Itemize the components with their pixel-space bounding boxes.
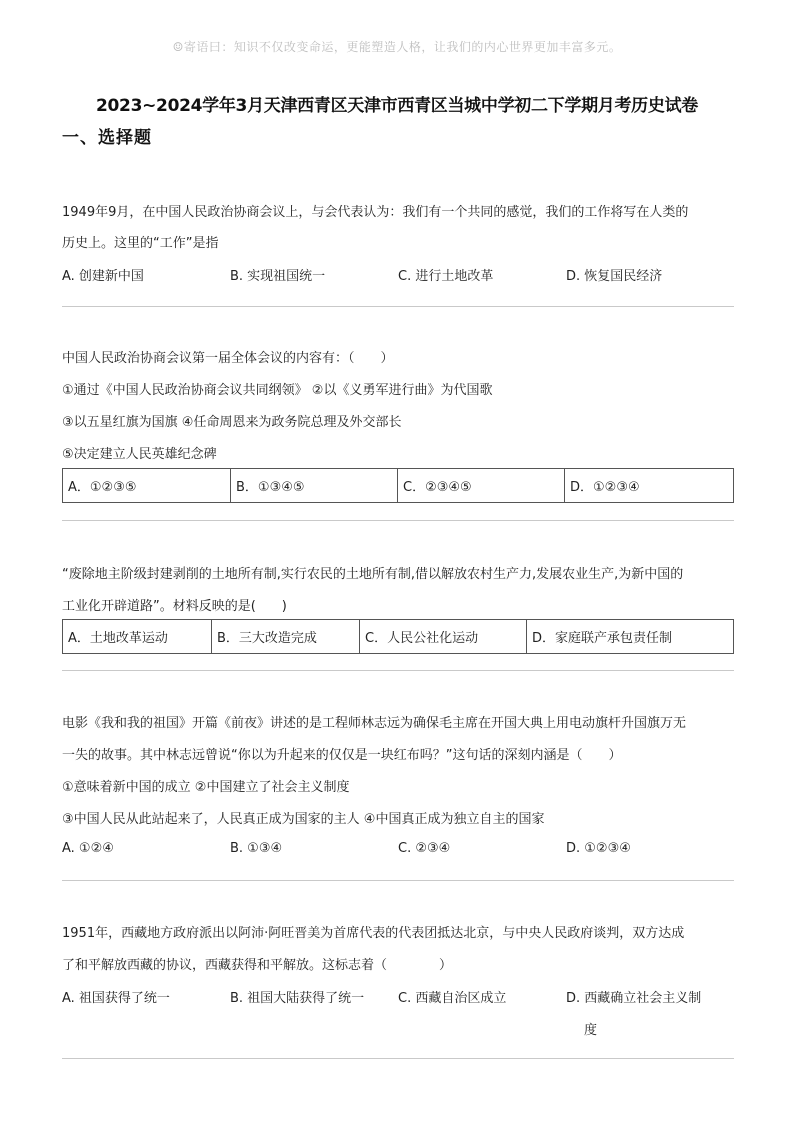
option-a[interactable]: A. 创建新中国 bbox=[62, 269, 144, 284]
option-c[interactable]: C. 西藏自治区成立 bbox=[398, 991, 507, 1006]
option-b[interactable]: B．三大改造完成 bbox=[212, 620, 360, 653]
question-text: 1951年，西藏地方政府派出以阿沛·阿旺晋美为首席代表的代表团抵达北京，与中央人民政府谈判，双方达成 bbox=[62, 926, 685, 941]
option-d[interactable]: D. 西藏确立社会主义制 bbox=[566, 991, 702, 1006]
option-d[interactable]: D．家庭联产承包责任制 bbox=[532, 631, 673, 646]
question-text: 1949年9月，在中国人民政治协商会议上，与会代表认为：我们有一个共同的感觉，我们的工作将写在人类的 bbox=[62, 205, 689, 220]
question-separator bbox=[62, 670, 734, 671]
option-d[interactable]: D．①②③④ bbox=[570, 480, 640, 495]
option-b[interactable]: B. 实现祖国统一 bbox=[230, 269, 326, 284]
question-text: 一失的故事。其中林志远曾说“你以为升起来的仅仅是一块红布吗？”这句话的深刻内涵是（ ） bbox=[62, 748, 622, 763]
option-d-wrap: 度 bbox=[584, 1023, 598, 1038]
option-a[interactable]: A．①②③⑤ bbox=[63, 469, 231, 502]
option-c[interactable]: C. ②③④ bbox=[398, 841, 451, 856]
option-b[interactable]: B. 祖国大陆获得了统一 bbox=[230, 991, 365, 1006]
question-separator bbox=[62, 880, 734, 881]
question-text: 中国人民政治协商会议第一届全体会议的内容有：（ ） bbox=[62, 351, 394, 366]
header-motto: ☺寄语曰：知识不仅改变命运，更能塑造人格，让我们的内心世界更加丰富多元。 bbox=[172, 40, 622, 54]
section-title: 一、选择题 bbox=[62, 128, 152, 148]
question-separator bbox=[62, 1058, 734, 1059]
option-d[interactable]: D. ①②③④ bbox=[566, 841, 631, 856]
question-separator bbox=[62, 306, 734, 307]
option-c[interactable]: C. 进行土地改革 bbox=[398, 269, 494, 284]
option-d[interactable]: D. 恢复国民经济 bbox=[566, 269, 663, 284]
question-text: ③中国人民从此站起来了，人民真正成为国家的主人 ④中国真正成为独立自主的国家 bbox=[62, 812, 545, 827]
question-text: “废除地主阶级封建剥削的土地所有制,实行农民的土地所有制,借以解放农村生产力,发展农业生产,为新中国的 bbox=[62, 567, 684, 582]
question-text: ①通过《中国人民政治协商会议共同纲领》 ②以《义勇军进行曲》为代国歌 bbox=[62, 383, 493, 398]
question-text: ⑤决定建立人民英雄纪念碑 bbox=[62, 447, 217, 462]
option-c[interactable]: C．②③④⑤ bbox=[398, 469, 565, 502]
option-b[interactable]: B. ①③④ bbox=[230, 841, 283, 856]
option-a[interactable]: A. ①②④ bbox=[62, 841, 114, 856]
question-text: 工业化开辟道路”。材料反映的是( ) bbox=[62, 599, 287, 614]
question-separator bbox=[62, 520, 734, 521]
question-text: ③以五星红旗为国旗 ④任命周恩来为政务院总理及外交部长 bbox=[62, 415, 402, 430]
question-text: 了和平解放西藏的协议，西藏获得和平解放。这标志着（ ） bbox=[62, 958, 453, 973]
option-b[interactable]: B．①③④⑤ bbox=[231, 469, 398, 502]
question-text: 历史上。这里的“工作”是指 bbox=[62, 236, 219, 251]
options-table bbox=[62, 619, 734, 654]
options-table bbox=[62, 468, 734, 503]
option-a[interactable]: A. 祖国获得了统一 bbox=[62, 991, 170, 1006]
option-c[interactable]: C．人民公社化运动 bbox=[360, 620, 527, 653]
question-text: ①意味着新中国的成立 ②中国建立了社会主义制度 bbox=[62, 780, 350, 795]
option-a[interactable]: A．土地改革运动 bbox=[63, 620, 212, 653]
document-title: 2023~2024学年3月天津西青区天津市西青区当城中学初二下学期月考历史试卷 bbox=[95, 96, 698, 116]
question-text: 电影《我和我的祖国》开篇《前夜》讲述的是工程师林志远为确保毛主席在开国大典上用电动旗杆升国旗万无 bbox=[62, 716, 687, 731]
